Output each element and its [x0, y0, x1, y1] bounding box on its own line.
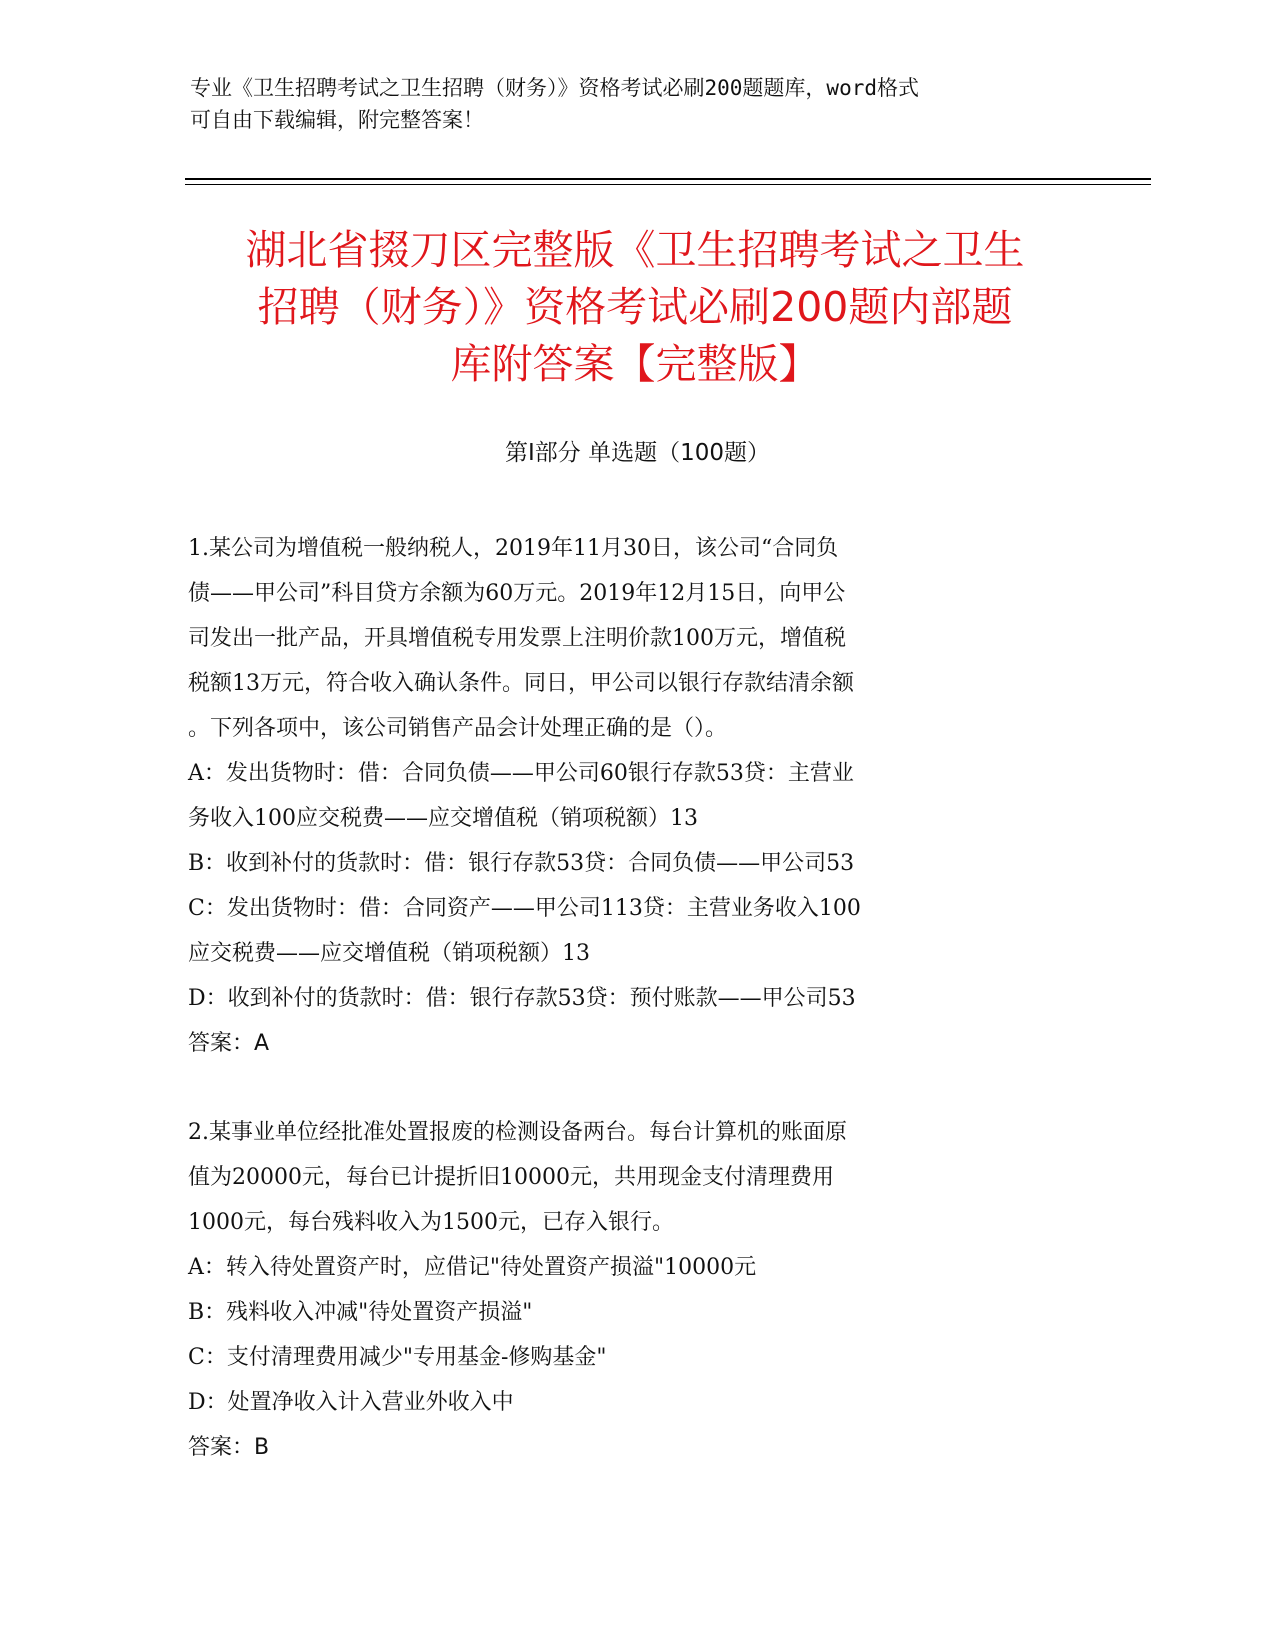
document-title [175, 222, 1095, 393]
question-stem-line: 2.某事业单位经批准处置报废的检测设备两台。每台计算机的账面原 [188, 1120, 847, 1145]
question-stem-line: 1.某公司为增值税一般纳税人，2019年11月30日，该公司“合同负 [188, 536, 839, 561]
answer-line: 答案：B [188, 1435, 270, 1460]
question-stem-line: 1000元，每台残料收入为1500元，已存入银行。 [188, 1210, 674, 1235]
question-stem-line: 。下列各项中，该公司销售产品会计处理正确的是（）。 [188, 716, 728, 741]
option-line: D：收到补付的货款时：借：银行存款53贷：预付账款——甲公司53 [188, 986, 856, 1011]
option-line: A：发出货物时：借：合同负债——甲公司60银行存款53贷：主营业 [188, 761, 854, 786]
question-stem-line: 司发出一批产品，开具增值税专用发票上注明价款100万元，增值税 [188, 626, 846, 651]
header-note-line: 可自由下载编辑，附完整答案！ [190, 108, 484, 132]
question-1 [188, 526, 1088, 1066]
option-line: 务收入100应交税费——应交增值税（销项税额）13 [188, 806, 698, 831]
document-title-line: 库附答案【完整版】 [450, 340, 820, 388]
option-line: B：残料收入冲减"待处置资产损溢" [188, 1300, 533, 1325]
question-2 [188, 1110, 1088, 1470]
header-divider-thin [185, 184, 1151, 185]
option-line: D：处置净收入计入营业外收入中 [188, 1390, 514, 1415]
header-note [190, 72, 1070, 136]
section-heading: 第Ⅰ部分 单选题（100题） [505, 440, 770, 466]
header-note-line: 专业《卫生招聘考试之卫生招聘（财务）》资格考试必刷200题题库，word格式 [190, 76, 919, 100]
answer-line: 答案：A [188, 1031, 270, 1056]
option-line: C：发出货物时：借：合同资产——甲公司113贷：主营业务收入100 [188, 896, 861, 921]
question-stem-line: 值为20000元，每台已计提折旧10000元，共用现金支付清理费用 [188, 1165, 834, 1190]
document-title-line: 湖北省掇刀区完整版《卫生招聘考试之卫生 [245, 226, 1025, 274]
option-line: B：收到补付的货款时：借：银行存款53贷：合同负债——甲公司53 [188, 851, 855, 876]
document-title-line: 招聘（财务）》资格考试必刷200题内部题 [257, 283, 1013, 331]
option-line: C：支付清理费用减少"专用基金-修购基金" [188, 1345, 607, 1370]
option-line: A：转入待处置资产时，应借记"待处置资产损溢"10000元 [188, 1255, 757, 1280]
header-divider-thick [185, 178, 1151, 180]
question-stem-line: 税额13万元，符合收入确认条件。同日，甲公司以银行存款结清余额 [188, 671, 854, 696]
option-line: 应交税费——应交增值税（销项税额）13 [188, 941, 590, 966]
question-stem-line: 债——甲公司”科目贷方余额为60万元。2019年12月15日，向甲公 [188, 581, 846, 606]
